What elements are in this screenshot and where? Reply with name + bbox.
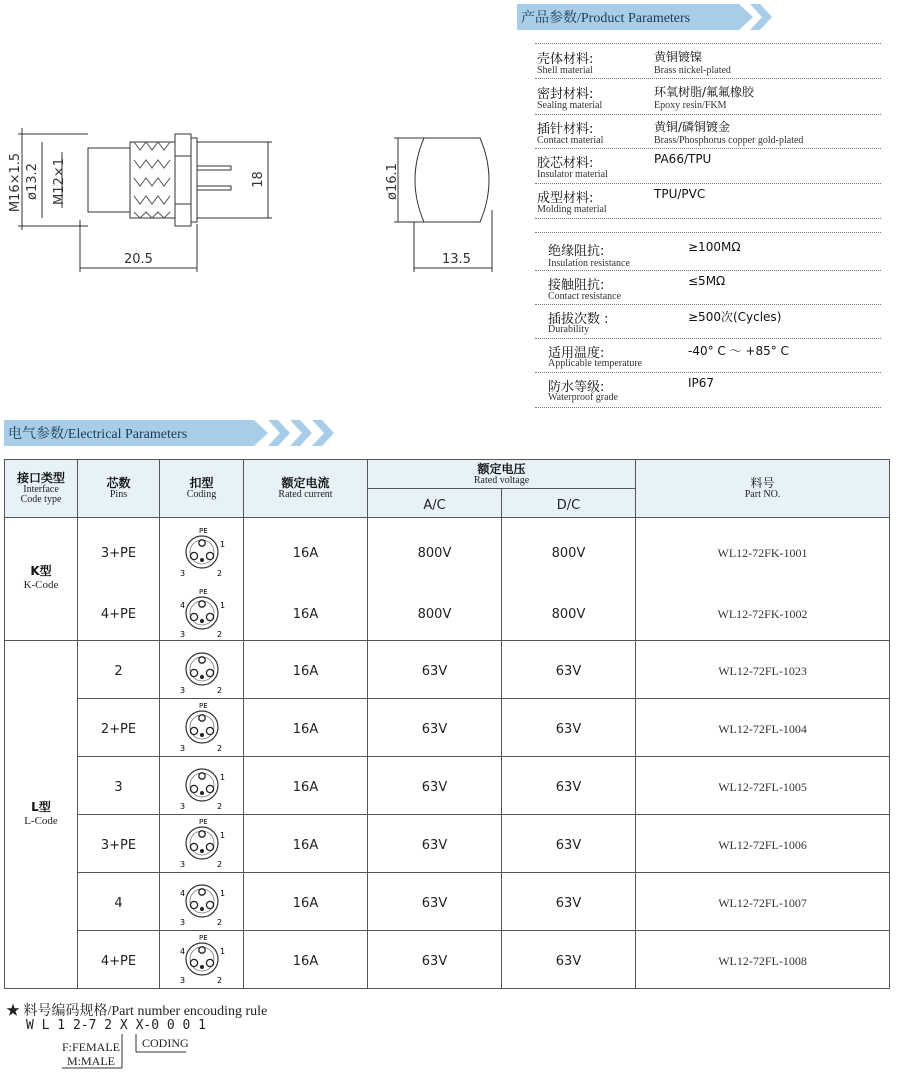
ac-voltage-cell: 63V: [368, 872, 502, 930]
dia-16-label: ø16.1: [384, 163, 400, 200]
coding-cell: [160, 640, 244, 698]
dc-voltage-cell: 63V: [502, 698, 636, 756]
ac-voltage-cell: 63V: [368, 698, 502, 756]
param-molding-en: Molding material: [537, 204, 607, 215]
param-molding-cn: 成型材料:: [537, 191, 594, 206]
part-number-cell: WL12-72FL-1006: [636, 814, 890, 872]
param-insulator-cn: 胶芯材料:: [537, 156, 594, 171]
current-cell: 16A: [244, 756, 368, 814]
prop-insulation-cn: 绝缘阻抗:: [548, 244, 605, 259]
dc-voltage-cell: 63V: [502, 814, 636, 872]
header-pins: 芯数 Pins: [78, 460, 160, 518]
coding-pin3-label: 3: [179, 629, 185, 639]
header-part: 料号 Part NO.: [636, 460, 890, 518]
header-interface: 接口类型 Interface Code type: [5, 460, 78, 518]
chevron-icon: [268, 420, 290, 446]
coding-cell: [160, 872, 244, 930]
coding-cell: [160, 930, 244, 988]
current-cell: 16A: [244, 640, 368, 698]
prop-durability-en: Durability: [548, 324, 590, 335]
width-13-label: 13.5: [442, 252, 471, 267]
coding-pin3-label: 3: [179, 686, 185, 695]
header-current: 额定电流 Rated current: [244, 460, 368, 518]
encoding-male: M:MALE: [67, 1054, 115, 1068]
prop-contact-res-cn: 接触阻抗:: [548, 278, 605, 293]
ac-voltage-cell: 63V: [368, 814, 502, 872]
table-row: [5, 872, 890, 930]
param-shell-value: 黄铜镀镍: [654, 50, 703, 64]
product-params-banner: [517, 4, 739, 30]
header-voltage: 额定电压 Rated voltage: [368, 460, 636, 489]
height-18-label: 18: [250, 171, 266, 188]
prop-durability-value: ≥500次(Cycles): [688, 310, 782, 324]
header-coding: 扣型 Coding: [160, 460, 244, 518]
pins-cell: 2+PE: [78, 698, 160, 756]
param-contact-value-en: Brass/Phosphorus copper gold-plated: [654, 135, 804, 146]
current-cell: 16A: [244, 518, 368, 586]
dia-13-label: ø13.2: [24, 163, 40, 200]
coding-pin1-label: 1: [219, 773, 225, 782]
param-shell-cn: 壳体材料:: [537, 52, 594, 67]
part-number-cell: WL12-72FL-1005: [636, 756, 890, 814]
coding-pe-label: PE: [198, 934, 208, 942]
coding-pe-label: PE: [198, 702, 208, 710]
coding-pin3-label: 3: [179, 860, 185, 869]
ac-voltage-cell: 63V: [368, 756, 502, 814]
coding-pin4-label: 4: [179, 889, 185, 898]
part-number-cell: WL12-72FK-1002: [636, 586, 890, 641]
table-row: [5, 518, 890, 586]
coding-pin1-label: 1: [219, 539, 225, 549]
coding-pe-label: PE: [198, 526, 208, 535]
coding-pin1-label: 1: [219, 600, 225, 610]
param-insulator-en: Insulator material: [537, 169, 608, 180]
table-row: [5, 756, 890, 814]
dc-voltage-cell: 63V: [502, 872, 636, 930]
product-params-title: 产品参数/Product Parameters: [521, 11, 691, 26]
param-contact-value: 黄铜/磷铜镀金: [654, 120, 731, 134]
param-contact-en: Contact material: [537, 135, 604, 146]
pins-cell: 4+PE: [78, 586, 160, 641]
ac-voltage-cell: 800V: [368, 518, 502, 586]
coding-pin2-label: 2: [216, 629, 222, 639]
param-molding-value: TPU/PVC: [654, 187, 706, 201]
coding-pin2-label: 2: [216, 686, 222, 695]
table-row: [5, 698, 890, 756]
prop-insulation-en: Insulation resistance: [548, 258, 630, 269]
table-row: [5, 640, 890, 698]
coding-pin3-label: 3: [179, 744, 185, 753]
coding-cell: [160, 698, 244, 756]
table-row: [5, 930, 890, 988]
chevron-icon: [750, 4, 772, 30]
dc-voltage-cell: 63V: [502, 756, 636, 814]
prop-contact-res-value: ≤5MΩ: [688, 274, 726, 288]
current-cell: 16A: [244, 814, 368, 872]
coding-pe-label: PE: [198, 818, 208, 826]
param-shell-en: Shell material: [537, 65, 593, 76]
current-cell: 16A: [244, 586, 368, 641]
param-shell-value-en: Brass nickel-plated: [654, 65, 731, 76]
electrical-table: [4, 459, 890, 989]
current-cell: 16A: [244, 698, 368, 756]
coding-pin3-label: 3: [179, 976, 185, 985]
encoding-code: W L 1 2-7 2 X X-0 0 0 1: [26, 1018, 207, 1033]
part-number-cell: WL12-72FL-1004: [636, 698, 890, 756]
header-ac: A/C: [368, 489, 502, 518]
ac-voltage-cell: 800V: [368, 586, 502, 641]
part-number-cell: WL12-72FL-1023: [636, 640, 890, 698]
coding-pe-label: PE: [198, 587, 208, 596]
encoding-title: ★ 料号编码规格/Part number encouding rule: [6, 1004, 268, 1019]
prop-temp-value: -40° C ～ +85° C: [688, 344, 789, 358]
prop-insulation-value: ≥100MΩ: [688, 240, 741, 254]
code-type-cell: L型 L-Code: [5, 640, 78, 988]
param-contact-cn: 插针材料:: [537, 122, 594, 137]
prop-contact-res-en: Contact resistance: [548, 291, 622, 302]
coding-pin4-label: 4: [179, 600, 185, 610]
ac-voltage-cell: 63V: [368, 930, 502, 988]
current-cell: 16A: [244, 930, 368, 988]
prop-temp-cn: 适用温度:: [548, 346, 605, 361]
encoding-coding: CODING: [142, 1036, 189, 1050]
ac-voltage-cell: 63V: [368, 640, 502, 698]
coding-pin2-label: 2: [216, 568, 222, 578]
coding-cell: [160, 518, 244, 586]
param-seal-value: 环氧树脂/氟氟橡胶: [654, 85, 755, 99]
coding-pin2-label: 2: [216, 976, 222, 985]
table-row: [5, 814, 890, 872]
prop-durability-cn: 插拔次数 :: [548, 312, 609, 327]
coding-pin3-label: 3: [179, 802, 185, 811]
prop-temp-en: Applicable temperature: [548, 358, 643, 369]
coding-cell: [160, 756, 244, 814]
pins-cell: 3: [78, 756, 160, 814]
coding-pin1-label: 1: [219, 947, 225, 956]
prop-waterproof-en: Waterproof grade: [548, 392, 618, 403]
thread-m16-label: M16×1.5: [8, 152, 24, 213]
dc-voltage-cell: 63V: [502, 640, 636, 698]
coding-cell: [160, 586, 244, 641]
coding-pin2-label: 2: [216, 860, 222, 869]
part-number-cell: WL12-72FL-1007: [636, 872, 890, 930]
header-dc: D/C: [502, 489, 636, 518]
part-number-cell: WL12-72FK-1001: [636, 518, 890, 586]
length-20-label: 20.5: [124, 252, 153, 267]
pins-cell: 4+PE: [78, 930, 160, 988]
coding-cell: [160, 814, 244, 872]
coding-pin1-label: 1: [219, 831, 225, 840]
chevron-icon: [290, 420, 312, 446]
coding-pin1-label: 1: [219, 889, 225, 898]
coding-pin2-label: 2: [216, 802, 222, 811]
coding-pin3-label: 3: [179, 568, 185, 578]
chevron-icon: [312, 420, 334, 446]
coding-pin3-label: 3: [179, 918, 185, 927]
param-insulator-value: PA66/TPU: [654, 152, 712, 166]
coding-pin4-label: 4: [179, 947, 185, 956]
param-seal-en: Sealing material: [537, 100, 603, 111]
prop-waterproof-value: IP67: [688, 376, 715, 390]
table-row: [5, 586, 890, 641]
prop-waterproof-cn: 防水等级:: [548, 380, 605, 395]
pins-cell: 2: [78, 640, 160, 698]
dc-voltage-cell: 63V: [502, 930, 636, 988]
dc-voltage-cell: 800V: [502, 518, 636, 586]
dc-voltage-cell: 800V: [502, 586, 636, 641]
thread-m12-label: M12×1: [51, 158, 67, 205]
pins-cell: 4: [78, 872, 160, 930]
electrical-params-title: 电气参数/Electrical Parameters: [8, 427, 188, 442]
pins-cell: 3+PE: [78, 518, 160, 586]
electrical-params-banner: [4, 420, 254, 446]
coding-pin2-label: 2: [216, 744, 222, 753]
param-seal-cn: 密封材料:: [537, 87, 594, 102]
encoding-female: F:FEMALE: [62, 1040, 121, 1054]
param-seal-value-en: Epoxy resin/FKM: [654, 100, 727, 111]
code-type-cell: K型 K-Code: [5, 518, 78, 641]
current-cell: 16A: [244, 872, 368, 930]
part-number-cell: WL12-72FL-1008: [636, 930, 890, 988]
coding-pin2-label: 2: [216, 918, 222, 927]
pins-cell: 3+PE: [78, 814, 160, 872]
